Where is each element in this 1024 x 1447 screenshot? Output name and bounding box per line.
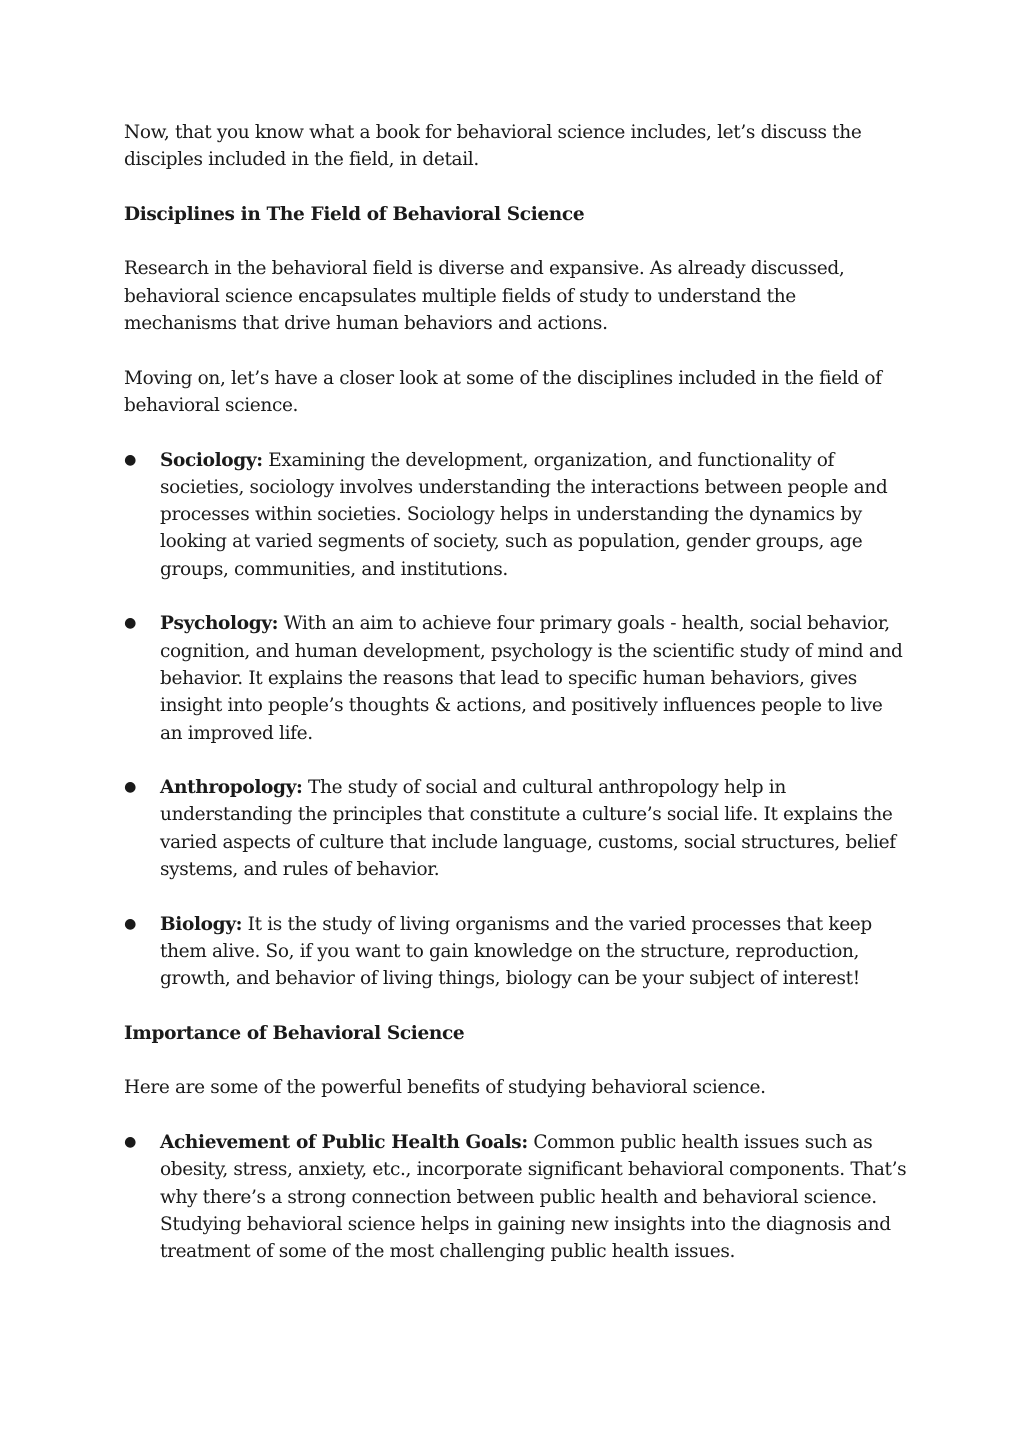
bullet-icon: ● <box>124 615 136 632</box>
intro-paragraph: Now, that you know what a book for behavioral science includes, let’s discuss the disciples included in the field, in detail. <box>124 122 862 171</box>
bullet-icon: ● <box>124 451 136 468</box>
disciplines-heading: Disciplines in The Field of Behavioral Science <box>124 203 585 225</box>
term-description: Examining the development, organization, and functionality of societies, sociology involves understanding the interactions between people and processes within societies. Sociology helps in understanding the dynamics by looking at varied segments of society, such as population, gender groups, age groups, communities, and institutions. <box>160 449 888 580</box>
list-item-biology <box>124 911 910 993</box>
bullet-icon: ● <box>124 915 136 932</box>
bullet-icon: ● <box>124 1133 136 1150</box>
importance-paragraph-1: Here are some of the powerful benefits of studying behavioral science. <box>124 1077 766 1099</box>
term-label: Achievement of Public Health Goals: <box>160 1131 528 1153</box>
list-item-sociology <box>124 447 910 583</box>
term-label: Biology: <box>160 913 243 935</box>
list-item-public-health <box>124 1129 910 1265</box>
term-label: Psychology: <box>160 613 279 635</box>
disciplines-paragraph-2: Moving on, let’s have a closer look at some of the disciplines included in the field of behavioral science. <box>124 367 882 416</box>
document-page <box>124 119 910 1293</box>
importance-list <box>124 1129 910 1265</box>
disciplines-list <box>124 447 910 993</box>
bullet-icon: ● <box>124 779 136 796</box>
disciplines-paragraph-1: Research in the behavioral field is diverse and expansive. As already discussed, behavioral science encapsulates multiple fields of study to understand the mechanisms that drive human behaviors and actions. <box>124 258 845 335</box>
importance-heading: Importance of Behavioral Science <box>124 1022 465 1044</box>
term-label: Anthropology: <box>160 777 303 799</box>
term-description: Common public health issues such as obesity, stress, anxiety, etc., incorporate significant behavioral components. That’s why there’s a strong connection between public health and behavioral science. Studying behavioral science helps in gaining new insights into the diagnosis and treatment of some of the most challenging public health issues. <box>160 1131 907 1263</box>
list-item-anthropology <box>124 774 910 883</box>
term-label: Sociology: <box>160 449 263 471</box>
term-description: The study of social and cultural anthropology help in understanding the principles that constitute a culture’s social life. It explains the varied aspects of culture that include language, customs, social structures, belief systems, and rules of behavior. <box>160 777 896 881</box>
term-description: It is the study of living organisms and the varied processes that keep them alive. So, if you want to gain knowledge on the structure, reproduction, growth, and behavior of living things, biology can be your subject of interest! <box>160 913 872 990</box>
term-description: With an aim to achieve four primary goals - health, social behavior, cognition, and human development, psychology is the scientific study of mind and behavior. It explains the reasons that lead to specific human behaviors, gives insight into people’s thoughts & actions, and positively influences people to live an improved life. <box>160 613 903 744</box>
list-item-psychology <box>124 610 910 746</box>
